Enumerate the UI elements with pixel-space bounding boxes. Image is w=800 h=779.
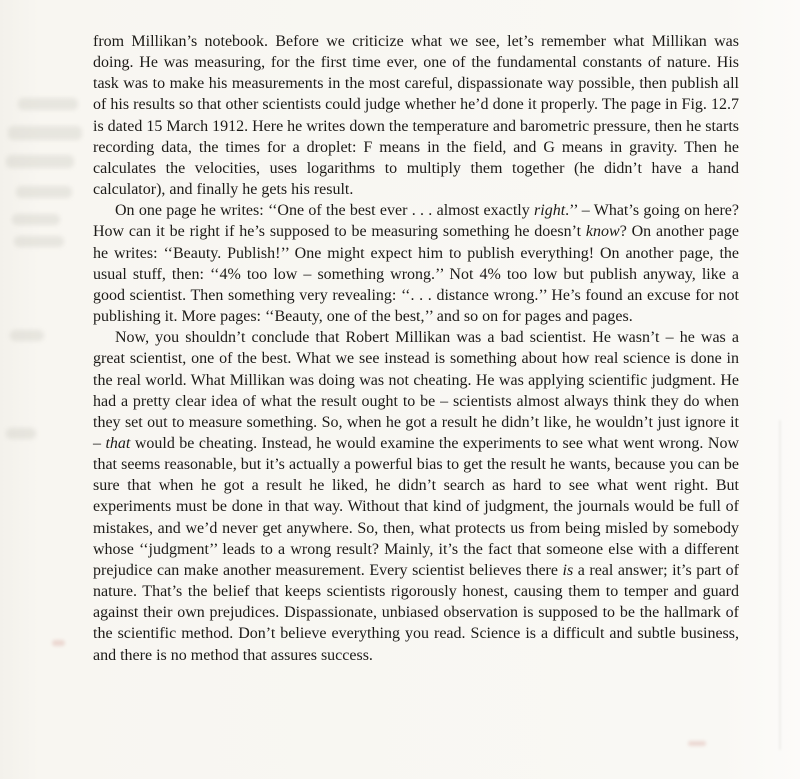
text-segment: would be cheating. Instead, he would examine the experiments to see what went wrong. Now that seems reasonable, but it’s actually a powerful bias to get the result he wants, because you can be sure that when he got a result he liked, he didn’t search as hard to see what went right. But experiments must be done in that way. Without that kind of judgment, the journals would be full of mistakes, and we’d never get anywhere. So, then, what protects us from being misled by somebody whose ‘‘judgment’’ leads to a wrong result? Mainly, it’s the fact that someone else with a different prejudice can make another measurement. Every scientist believes there (93, 434, 739, 579)
text-segment: Now, you shouldn’t conclude that Robert Millikan was a bad scientist. He wasn’t – he was a great scientist, one of the best. What we see instead is something about how real science is done in the real world. What Millikan was doing was not cheating. He was applying scientific judgment. He had a pretty clear idea of what the result ought to be – scientists almost always think they do when they set out to measure something. So, when he got a result he didn’t like, he wouldn’t just ignore it – (93, 329, 739, 452)
paragraph (93, 200, 739, 327)
bleed-through-smudge (10, 330, 44, 341)
text-segment: On one page he writes: ‘‘One of the best ever . . . almost exactly (115, 202, 535, 220)
paragraph (93, 31, 739, 200)
bleed-through-smudge (8, 126, 82, 140)
italic-text-segment: know (585, 223, 620, 241)
bleed-through-smudge (6, 428, 36, 439)
bleed-through-smudge (18, 98, 78, 110)
page-edge-shadow (779, 420, 781, 750)
text-segment: from Millikan’s notebook. Before we criticize what we see, let’s remember what Millikan was doing. He was measuring, for the first time ever, one of the fundamental constants of nature. His task was to make his measurements in the most careful, dispassionate way possible, then publish all of his results so that other scientists could judge whether he’d done it properly. The page in Fig. 12.7 is dated 15 March 1912. Here he writes down the temperature and barometric pressure, then he starts recording data, the times for a droplet: F means in the field, and G means in gravity. Then he calculates the velocities, uses logarithms to multiply them together (he didn’t have a hand calculator), and finally he gets his result. (93, 33, 739, 199)
bleed-through-smudge (6, 155, 74, 168)
bleed-through-smudge (12, 214, 60, 225)
paragraph (93, 327, 739, 666)
ink-speck (688, 741, 706, 746)
italic-text-segment: that (105, 434, 131, 452)
italic-text-segment: right (534, 202, 566, 220)
text-segment: ? On another page he writes: ‘‘Beauty. Publish!’’ One might expect him to publish everything! On another page, the usual stuff, then: ‘‘4% too low – something wrong.’’ Not 4% too low but publish anyway, like a good scientist. Then something very revealing: ‘‘. . . distance wrong.’’ He’s found an excuse for not publishing it. More pages: ‘‘Beauty, one of the best,’’ and so on for pages and pages. (93, 223, 739, 326)
ink-speck (52, 640, 65, 646)
text-segment: a real answer; it’s part of nature. That’s the belief that keeps scientists rigorously honest, causing them to temper and guard against their own prejudices. Dispassionate, unbiased observation is supposed to be the hallmark of the scientific method. Don’t believe everything you read. Science is a difficult and subtle business, and there is no method that assures success. (93, 561, 740, 664)
text-column (93, 31, 739, 666)
text-segment: .’’ – What’s going on here? How can it be right if he’s supposed to be measuring something he doesn’t (93, 202, 740, 241)
bleed-through-smudge (14, 236, 64, 247)
italic-text-segment: is (562, 561, 574, 579)
bleed-through-smudge (16, 186, 72, 198)
